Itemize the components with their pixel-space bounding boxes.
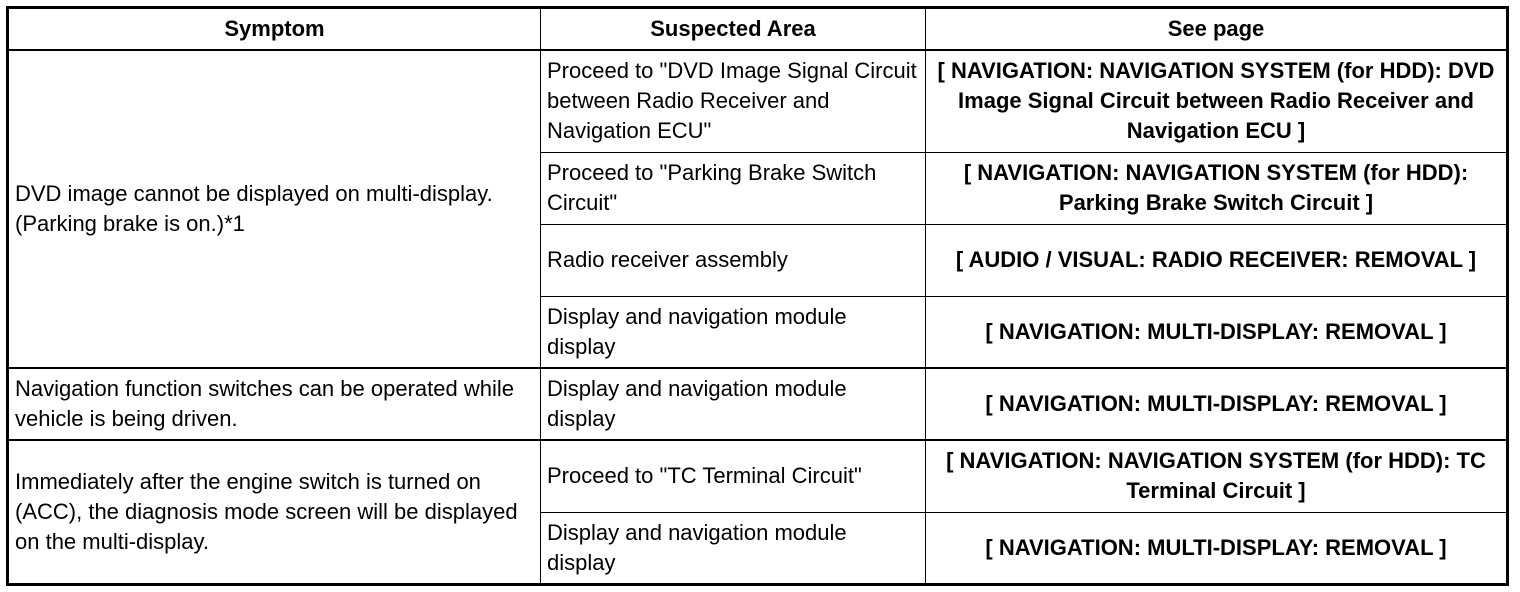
symptom-cell: Immediately after the engine switch is turned on (ACC), the diagnosis mode screen will be displayed on the multi-display. <box>8 440 541 584</box>
see-page-link[interactable]: [ NAVIGATION: MULTI-DISPLAY: REMOVAL ] <box>926 368 1508 440</box>
see-page-link[interactable]: [ NAVIGATION: NAVIGATION SYSTEM (for HDD): TC Terminal Circuit ] <box>926 440 1508 512</box>
table-wrapper <box>6 6 1509 586</box>
suspected-area-cell: Display and navigation module display <box>541 512 926 584</box>
see-page-link[interactable]: [ NAVIGATION: MULTI-DISPLAY: REMOVAL ] <box>926 296 1508 368</box>
table-row <box>8 368 1508 440</box>
suspected-area-cell: Proceed to "DVD Image Signal Circuit between Radio Receiver and Navigation ECU" <box>541 50 926 152</box>
suspected-area-cell: Display and navigation module display <box>541 368 926 440</box>
symptom-cell: Navigation function switches can be operated while vehicle is being driven. <box>8 368 541 440</box>
suspected-area-cell: Display and navigation module display <box>541 296 926 368</box>
header-row <box>8 8 1508 51</box>
suspected-area-cell: Radio receiver assembly <box>541 224 926 296</box>
suspected-area-cell: Proceed to "TC Terminal Circuit" <box>541 440 926 512</box>
see-page-link[interactable]: [ AUDIO / VISUAL: RADIO RECEIVER: REMOVAL ] <box>926 224 1508 296</box>
column-header-symptom: Symptom <box>8 8 541 51</box>
see-page-link[interactable]: [ NAVIGATION: NAVIGATION SYSTEM (for HDD): DVD Image Signal Circuit between Radio Receiver and Navigation ECU ] <box>926 50 1508 152</box>
see-page-link[interactable]: [ NAVIGATION: NAVIGATION SYSTEM (for HDD): Parking Brake Switch Circuit ] <box>926 152 1508 224</box>
see-page-link[interactable]: [ NAVIGATION: MULTI-DISPLAY: REMOVAL ] <box>926 512 1508 584</box>
table-row <box>8 50 1508 152</box>
suspected-area-cell: Proceed to "Parking Brake Switch Circuit" <box>541 152 926 224</box>
table-row <box>8 440 1508 512</box>
column-header-suspected-area: Suspected Area <box>541 8 926 51</box>
problem-symptoms-table <box>6 6 1509 586</box>
column-header-see-page: See page <box>926 8 1508 51</box>
symptom-cell: DVD image cannot be displayed on multi-display. (Parking brake is on.)*1 <box>8 50 541 368</box>
